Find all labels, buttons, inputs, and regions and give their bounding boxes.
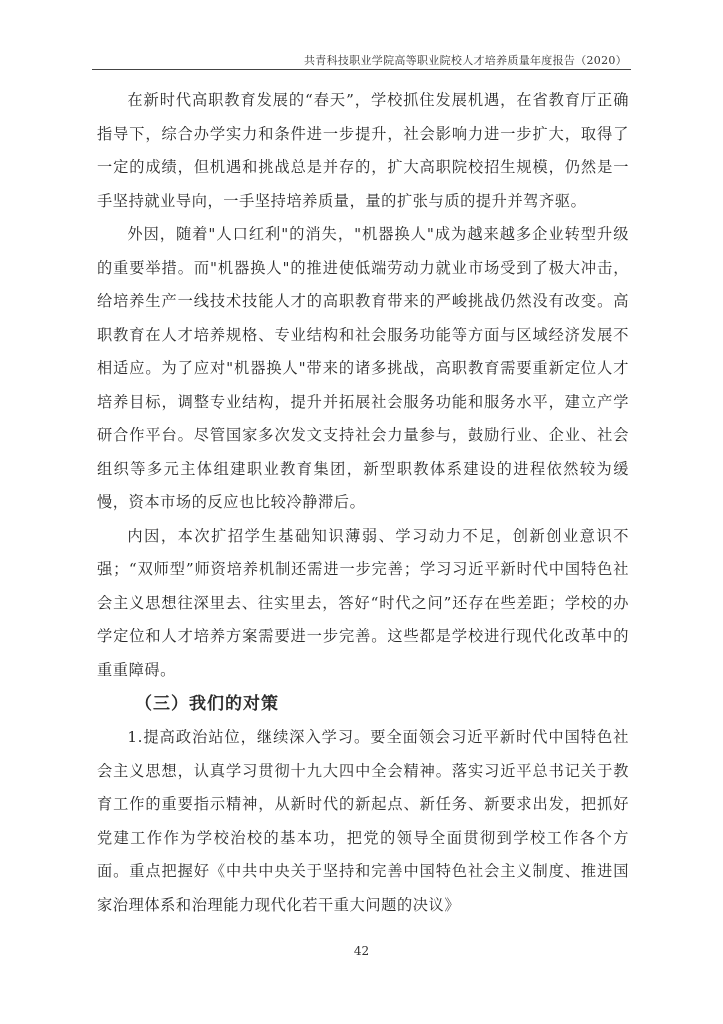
header-rule — [92, 69, 631, 70]
section-heading: （三）我们的对策 — [135, 694, 279, 714]
body-text — [97, 84, 629, 922]
paragraph-countermeasure-1: 1.提高政治站位，继续深入学习。要全面领会习近平新时代中国特色社会主义思想，认真学习贯彻十九大四中全会精神。落实习近平总书记关于教育工作的重要指示精神，从新时代的新起点、新任务、新要求出发，把抓好党建工作作为学校治校的基本功，把党的领导全面贯彻到学校工作各个方面。重点把握好《中共中央关于坚持和完善中国特色社会主义制度、推进国家治理体系和治理能力现代化若干重大问题的决议》 — [97, 728, 629, 914]
running-header: 共青科技职业学院高等职业院校人才培养质量年度报告（2020） — [304, 54, 627, 67]
paragraph-internal-factors: 内因，本次扩招学生基础知识薄弱、学习动力不足，创新创业意识不强；“双师型”师资培养机制还需进一步完善；学习习近平新时代中国特色社会主义思想往深里去、往实里去，答好“时代之问”还存在些差距；学校的办学定位和人才培养方案需要进一步完善。这些都是学校进行现代化改革中的重重障碍。 — [97, 526, 629, 679]
paragraph-external-factors: 外因，随着"人口红利"的消失，"机器换人"成为越来越多企业转型升级的重要举措。而"机器换人"的推进使低端劳动力就业市场受到了极大冲击，给培养生产一线技术技能人才的高职教育带来的严峻挑战仍然没有改变。高职教育在人才培养规格、专业结构和社会服务功能等方面与区域经济发展不相适应。为了应对"机器换人"带来的诸多挑战，高职教育需要重新定位人才培养目标，调整专业结构，提升并拓展社会服务功能和服务水平，建立产学研合作平台。尽管国家多次发文支持社会力量参与，鼓励行业、企业、社会组织等多元主体组建职业教育集团，新型职教体系建设的进程依然较为缓慢，资本市场的反应也比较冷静滞后。 — [97, 225, 629, 511]
page-number: 42 — [353, 944, 370, 958]
paragraph-spring-of-vocational-education: 在新时代高职教育发展的“春天”，学校抓住发展机遇，在省教育厅正确指导下，综合办学实力和条件进一步提升，社会影响力进一步扩大，取得了一定的成绩，但机遇和挑战总是并存的，扩大高职院校招生规模，仍然是一手坚持就业导向，一手坚持培养质量，量的扩张与质的提升并驾齐驱。 — [97, 91, 629, 210]
